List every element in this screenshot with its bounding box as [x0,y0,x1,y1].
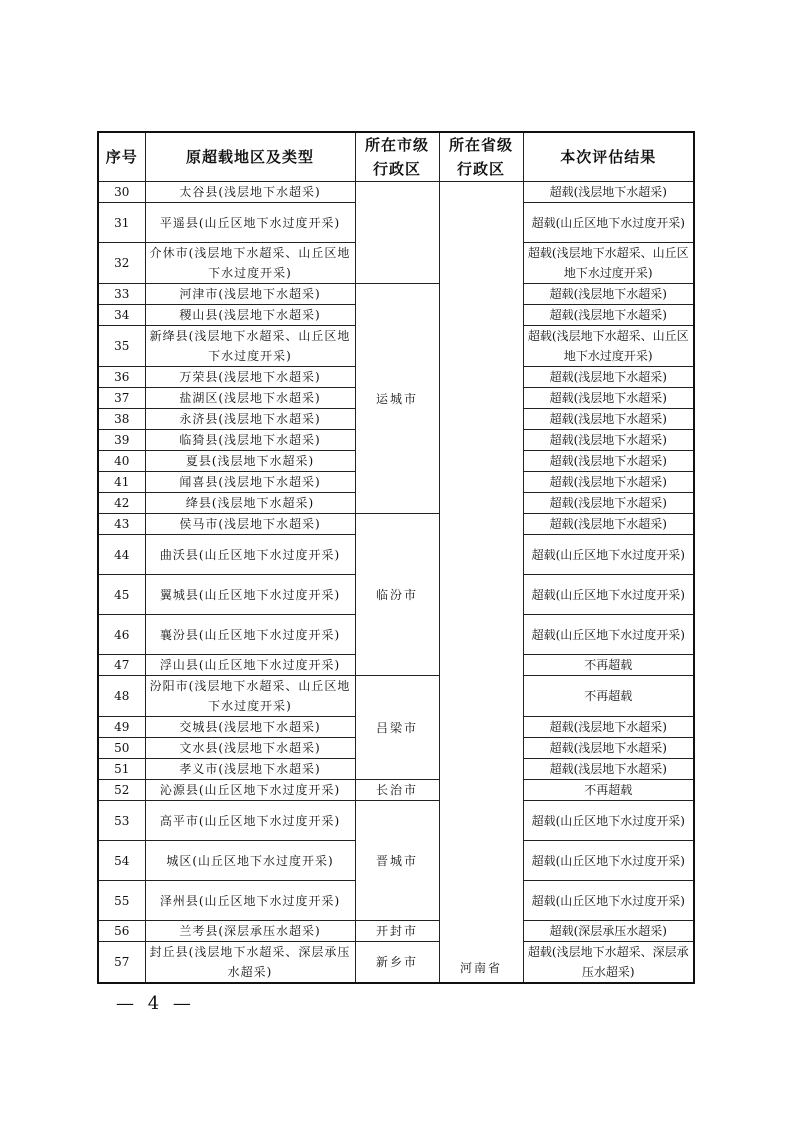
row-num: 30 [98,182,145,203]
row-result: 超载(山丘区地下水过度开采) [523,841,694,881]
row-num: 39 [98,430,145,451]
row-num: 35 [98,326,145,367]
row-result: 超载(浅层地下水超采) [523,451,694,472]
evaluation-table [97,131,695,984]
row-num: 41 [98,472,145,493]
row-region: 夏县(浅层地下水超采) [145,451,355,472]
row-result: 超载(深层承压水超采) [523,921,694,942]
row-region: 临猗县(浅层地下水超采) [145,430,355,451]
row-result: 超载(山丘区地下水过度开采) [523,535,694,575]
table-row [98,780,694,801]
header-result: 本次评估结果 [523,132,694,182]
row-region: 高平市(山丘区地下水过度开采) [145,801,355,841]
table-row [98,284,694,305]
table-row [98,801,694,841]
row-region: 侯马市(浅层地下水超采) [145,514,355,535]
row-result: 超载(山丘区地下水过度开采) [523,203,694,243]
row-region: 城区(山丘区地下水过度开采) [145,841,355,881]
row-result: 超载(山丘区地下水过度开采) [523,615,694,655]
city-kaifeng: 开封市 [355,921,439,942]
table-row [98,942,694,984]
row-region: 太谷县(浅层地下水超采) [145,182,355,203]
row-region: 曲沃县(山丘区地下水过度开采) [145,535,355,575]
row-result: 超载(浅层地下水超采、深层承压水超采) [523,942,694,984]
row-num: 48 [98,676,145,717]
row-region: 介休市(浅层地下水超采、山丘区地下水过度开采) [145,243,355,284]
row-region: 兰考县(深层承压水超采) [145,921,355,942]
row-result: 超载(浅层地下水超采) [523,284,694,305]
table-row [98,182,694,203]
row-region: 孝义市(浅层地下水超采) [145,759,355,780]
table-row [98,676,694,717]
row-result: 超载(浅层地下水超采) [523,409,694,430]
row-region: 汾阳市(浅层地下水超采、山丘区地下水过度开采) [145,676,355,717]
page-number: — 4 — [116,993,195,1014]
city-linfen: 临汾市 [355,514,439,676]
row-result: 超载(浅层地下水超采) [523,182,694,203]
table-row [98,921,694,942]
row-region: 新绛县(浅层地下水超采、山丘区地下水过度开采) [145,326,355,367]
row-region: 封丘县(浅层地下水超采、深层承压水超采) [145,942,355,984]
row-region: 文水县(浅层地下水超采) [145,738,355,759]
row-result: 超载(浅层地下水超采) [523,367,694,388]
row-result: 超载(浅层地下水超采) [523,388,694,409]
table-row [98,514,694,535]
row-num: 45 [98,575,145,615]
city-lvliang: 吕梁市 [355,676,439,780]
row-region: 万荣县(浅层地下水超采) [145,367,355,388]
row-result: 超载(浅层地下水超采、山丘区地下水过度开采) [523,326,694,367]
row-num: 53 [98,801,145,841]
city-jincheng: 晋城市 [355,801,439,921]
row-num: 57 [98,942,145,984]
province-cell: 河南省 [439,182,523,984]
row-region: 交城县(浅层地下水超采) [145,717,355,738]
row-region: 浮山县(山丘区地下水过度开采) [145,655,355,676]
row-result: 超载(山丘区地下水过度开采) [523,881,694,921]
row-region: 翼城县(山丘区地下水过度开采) [145,575,355,615]
row-result: 超载(浅层地下水超采) [523,430,694,451]
row-region: 盐湖区(浅层地下水超采) [145,388,355,409]
row-region: 河津市(浅层地下水超采) [145,284,355,305]
row-region: 永济县(浅层地下水超采) [145,409,355,430]
city-yuncheng: 运城市 [355,284,439,514]
table-header-row [98,132,694,182]
header-num: 序号 [98,132,145,182]
row-region: 平遥县(山丘区地下水过度开采) [145,203,355,243]
row-result: 超载(浅层地下水超采) [523,514,694,535]
row-num: 51 [98,759,145,780]
row-result: 不再超载 [523,780,694,801]
row-region: 泽州县(山丘区地下水过度开采) [145,881,355,921]
row-region: 闻喜县(浅层地下水超采) [145,472,355,493]
row-region: 绛县(浅层地下水超采) [145,493,355,514]
row-num: 44 [98,535,145,575]
row-region: 襄汾县(山丘区地下水过度开采) [145,615,355,655]
row-result: 超载(浅层地下水超采) [523,472,694,493]
row-num: 46 [98,615,145,655]
row-num: 55 [98,881,145,921]
city-changzhi: 长治市 [355,780,439,801]
row-num: 37 [98,388,145,409]
row-num: 42 [98,493,145,514]
row-num: 40 [98,451,145,472]
row-result: 超载(浅层地下水超采) [523,493,694,514]
header-region: 原超载地区及类型 [145,132,355,182]
header-city: 所在市级 行政区 [355,132,439,182]
row-result: 不再超载 [523,655,694,676]
row-result: 超载(浅层地下水超采) [523,738,694,759]
row-result: 超载(山丘区地下水过度开采) [523,575,694,615]
row-num: 49 [98,717,145,738]
row-num: 50 [98,738,145,759]
row-num: 56 [98,921,145,942]
row-result: 不再超载 [523,676,694,717]
row-num: 31 [98,203,145,243]
row-num: 52 [98,780,145,801]
city-xinxiang: 新乡市 [355,942,439,984]
row-result: 超载(浅层地下水超采) [523,717,694,738]
row-result: 超载(山丘区地下水过度开采) [523,801,694,841]
row-region: 沁源县(山丘区地下水过度开采) [145,780,355,801]
row-num: 36 [98,367,145,388]
row-num: 43 [98,514,145,535]
row-region: 稷山县(浅层地下水超采) [145,305,355,326]
row-num: 54 [98,841,145,881]
header-province: 所在省级 行政区 [439,132,523,182]
row-num: 47 [98,655,145,676]
row-result: 超载(浅层地下水超采) [523,759,694,780]
row-num: 33 [98,284,145,305]
row-num: 38 [98,409,145,430]
row-num: 32 [98,243,145,284]
row-result: 超载(浅层地下水超采) [523,305,694,326]
city-blank [355,182,439,284]
row-num: 34 [98,305,145,326]
row-result: 超载(浅层地下水超采、山丘区地下水过度开采) [523,243,694,284]
